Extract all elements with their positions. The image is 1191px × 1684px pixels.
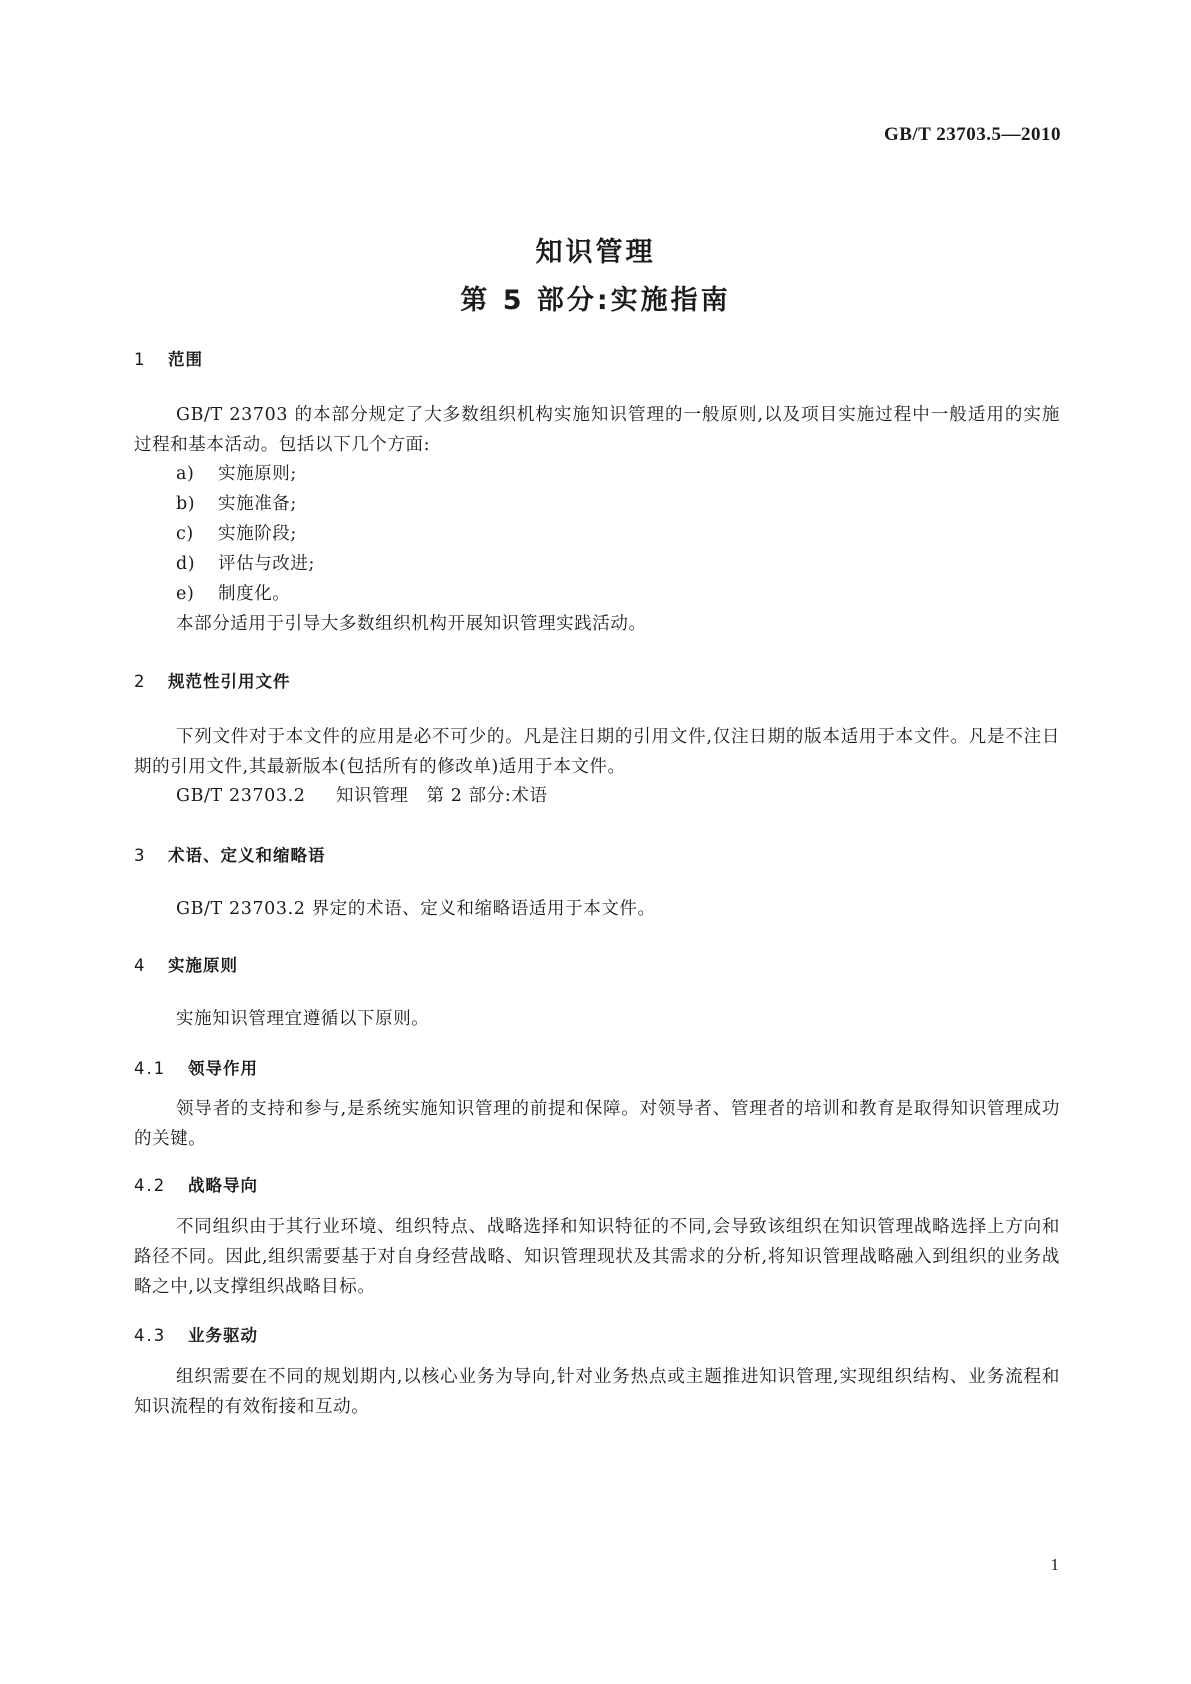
subsection-number: 4.1 bbox=[134, 1059, 167, 1078]
subsection-title: 战略导向 bbox=[188, 1176, 258, 1195]
section-number: 1 bbox=[134, 350, 146, 369]
section-title: 术语、定义和缩略语 bbox=[168, 846, 326, 865]
section-1-scope-statement: 本部分适用于引导大多数组织机构开展知识管理实践活动。 bbox=[176, 614, 647, 634]
list-text: 实施阶段; bbox=[218, 524, 297, 544]
section-2-paragraph: 下列文件对于本文件的应用是必不可少的。凡是注日期的引用文件,仅注日期的版本适用于本文件。凡是不注日期的引用文件,其最新版本(包括所有的修改单)适用于本文件。 bbox=[134, 727, 1060, 777]
section-2-heading bbox=[134, 668, 291, 692]
subsection-4-2-heading bbox=[134, 1172, 258, 1196]
list-item bbox=[176, 580, 290, 605]
subsection-4-1-heading bbox=[134, 1055, 258, 1079]
section-number: 2 bbox=[134, 672, 146, 691]
reference-title: 知识管理 第 2 部分:术语 bbox=[336, 786, 548, 806]
subsection-4-1-paragraph: 领导者的支持和参与,是系统实施知识管理的前提和保障。对领导者、管理者的培训和教育是取得知识管理成功的关键。 bbox=[134, 1099, 1060, 1149]
list-item bbox=[176, 550, 315, 575]
subsection-title: 业务驱动 bbox=[188, 1326, 258, 1345]
subsection-4-3-heading bbox=[134, 1322, 258, 1346]
standard-code: GB/T 23703.5—2010 bbox=[883, 124, 1061, 145]
section-number: 3 bbox=[134, 846, 146, 865]
section-1-heading bbox=[134, 346, 203, 370]
section-4-intro: 实施知识管理宜遵循以下原则。 bbox=[176, 1009, 430, 1029]
section-title: 范围 bbox=[168, 350, 203, 369]
list-item bbox=[176, 490, 297, 515]
section-4-heading bbox=[134, 952, 238, 976]
section-1-paragraph: GB/T 23703 的本部分规定了大多数组织机构实施知识管理的一般原则,以及项目实施过程中一般适用的实施过程和基本活动。包括以下几个方面: bbox=[134, 405, 1060, 455]
list-item bbox=[176, 520, 297, 545]
list-text: 评估与改进; bbox=[218, 554, 315, 574]
list-text: 实施原则; bbox=[218, 464, 297, 484]
reference-code: GB/T 23703.2 bbox=[176, 786, 306, 806]
section-number: 4 bbox=[134, 956, 146, 975]
document-title: 知识管理 bbox=[535, 237, 656, 268]
subsection-4-2-paragraph: 不同组织由于其行业环境、组织特点、战略选择和知识特征的不同,会导致该组织在知识管理战略选择上方向和路径不同。因此,组织需要基于对自身经营战略、知识管理现状及其需求的分析,将知识管理战略融入到组织的业务战略之中,以支撑组织战略目标。 bbox=[134, 1217, 1060, 1297]
list-marker: a) bbox=[176, 464, 195, 484]
section-3-heading bbox=[134, 842, 326, 866]
subsection-4-3-paragraph: 组织需要在不同的规划期内,以核心业务为导向,针对业务热点或主题推进知识管理,实现组织结构、业务流程和知识流程的有效衔接和互动。 bbox=[134, 1367, 1060, 1417]
document-subtitle: 第 5 部分:实施指南 bbox=[460, 285, 731, 316]
list-marker: e) bbox=[176, 584, 195, 604]
subsection-number: 4.3 bbox=[134, 1326, 167, 1345]
list-text: 制度化。 bbox=[218, 584, 291, 604]
subsection-title: 领导作用 bbox=[188, 1059, 258, 1078]
page-number: 1 bbox=[1050, 1555, 1059, 1574]
list-item bbox=[176, 460, 297, 485]
section-title: 规范性引用文件 bbox=[168, 672, 291, 691]
subsection-number: 4.2 bbox=[134, 1176, 167, 1195]
list-marker: b) bbox=[176, 494, 196, 514]
section-title: 实施原则 bbox=[168, 956, 238, 975]
list-text: 实施准备; bbox=[218, 494, 297, 514]
normative-reference bbox=[176, 782, 548, 807]
list-marker: d) bbox=[176, 554, 196, 574]
section-3-paragraph: GB/T 23703.2 界定的术语、定义和缩略语适用于本文件。 bbox=[176, 899, 656, 919]
list-marker: c) bbox=[176, 524, 194, 544]
